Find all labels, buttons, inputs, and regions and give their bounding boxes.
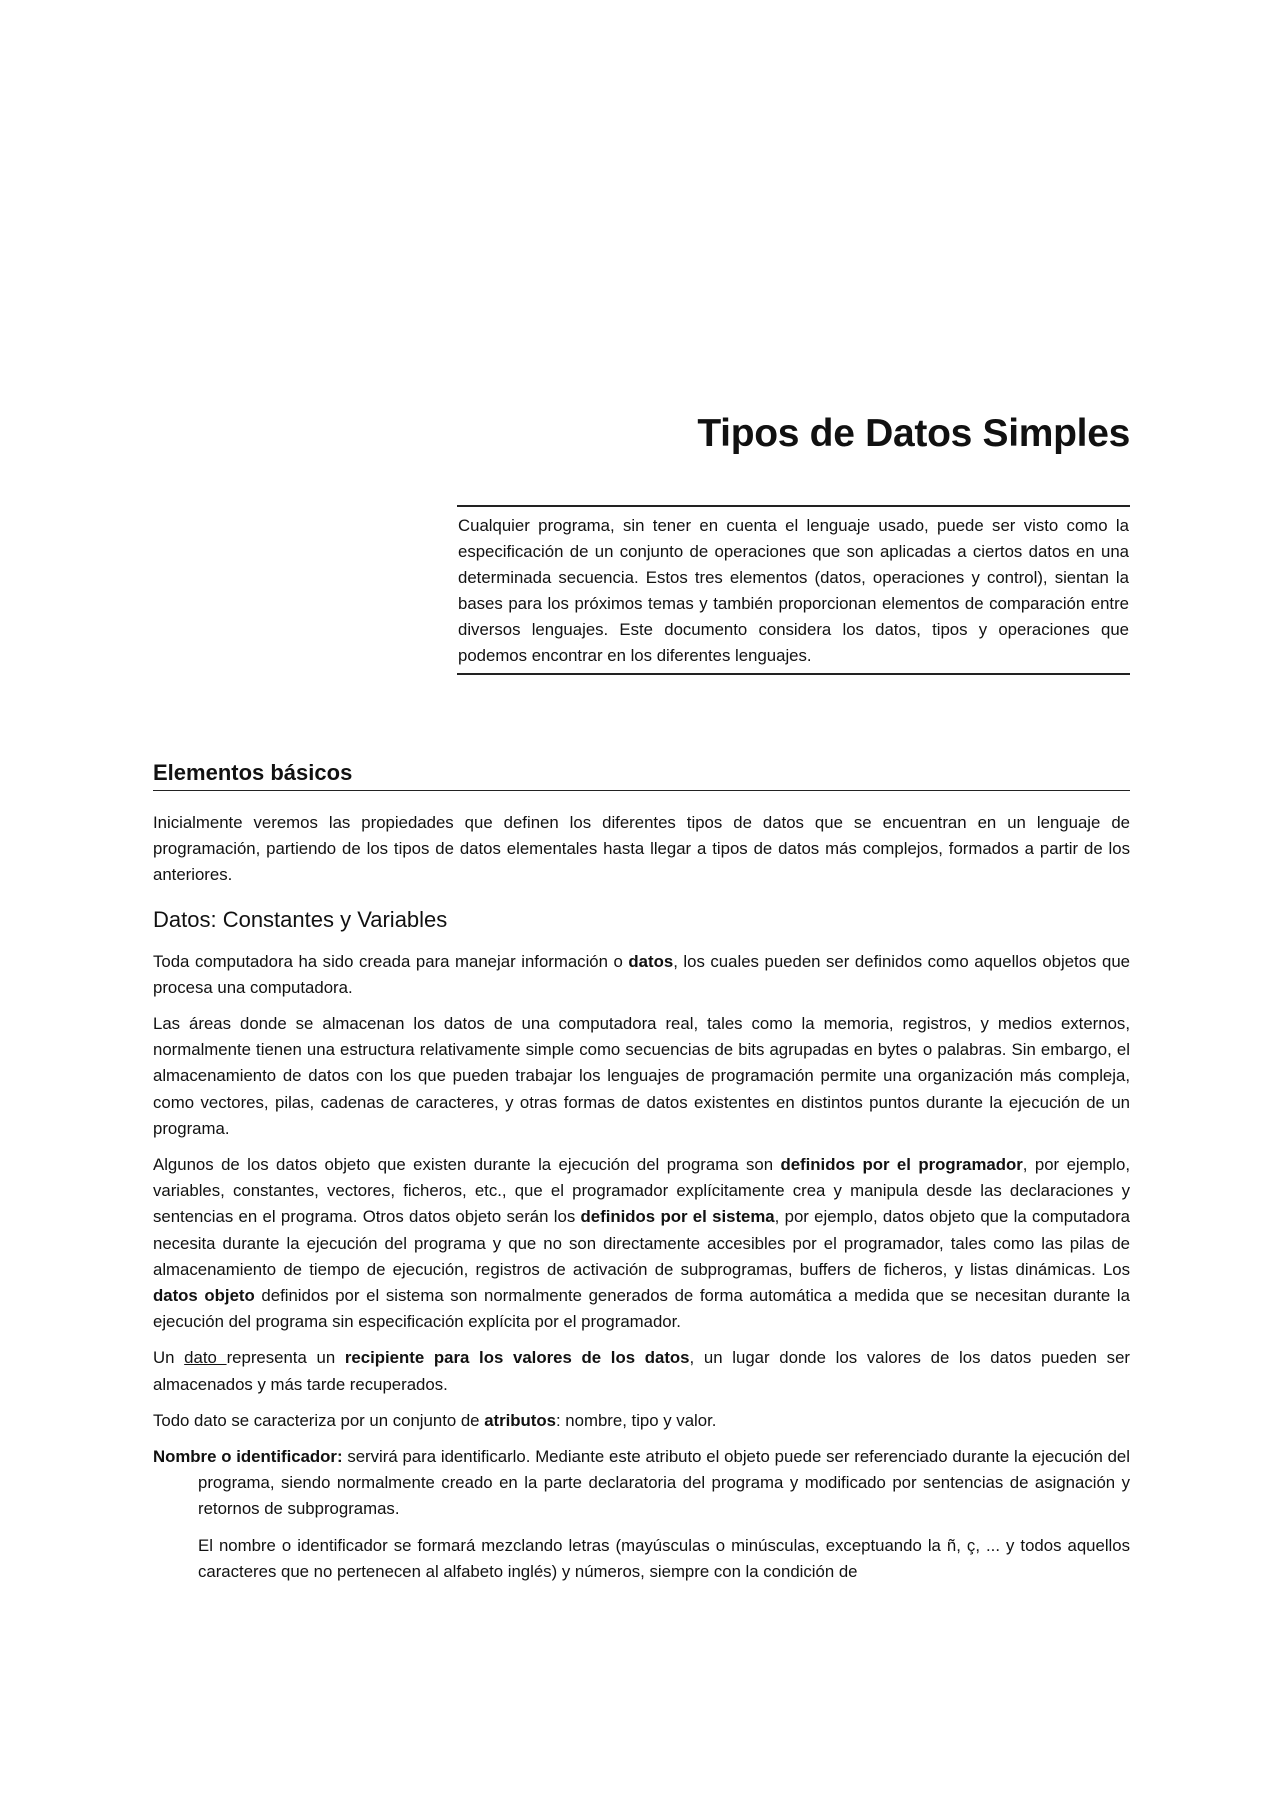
text-run: Toda computadora ha sido creada para manejar información o xyxy=(153,951,629,971)
paragraph-dato xyxy=(153,1345,1130,1397)
paragraph-datos-objeto xyxy=(153,1152,1130,1335)
text-run: , un lugar donde los valores de los datos pueden ser almacenados y más tarde recuperados. xyxy=(153,1348,1130,1394)
subsection-heading: Datos: Constantes y Variables xyxy=(153,906,448,932)
section-body xyxy=(153,810,1130,1595)
paragraph-atributos xyxy=(153,1408,1130,1434)
text-run: Algunos de los datos objeto que existen durante la ejecución del programa son xyxy=(153,1155,781,1175)
text-run: : nombre, tipo y valor. xyxy=(555,1410,717,1430)
text-run: definidos por el sistema son normalmente generados de forma automática a medida que se necesitan durante la ejecución del programa sin especificación explícita por el programador. xyxy=(153,1286,1130,1332)
bold-term: datos objeto xyxy=(153,1286,255,1306)
definition-text: servirá para identificarlo. Mediante este atributo el objeto puede ser referenciado durante la ejecución del programa, siendo normalmente creado en la parte declaratoria del programa y modificado por sentencias de asignación y retornos de subprogramas. xyxy=(198,1447,1130,1519)
definition-nombre xyxy=(153,1444,1130,1523)
bold-term: datos xyxy=(628,951,674,971)
text-run: Todo dato se caracteriza por un conjunto de xyxy=(153,1410,485,1430)
abstract-box: Cualquier programa, sin tener en cuenta el lenguaje usado, puede ser visto como la especificación de un conjunto de operaciones que son aplicadas a ciertos datos en una determinada secuencia. Estos tres elementos (datos, operaciones y control), sientan la bases para los próximos temas y también proporcionan elementos de comparación entre diversos lenguajes. Este documento considera los datos, tipos y operaciones que podemos encontrar en los diferentes lenguajes. xyxy=(457,505,1130,675)
paragraph-areas: Las áreas donde se almacenan los datos de una computadora real, tales como la memoria, registros, y medios externos, normalmente tienen una estructura relativamente simple como secuencias de bits agrupadas en bytes o palabras. Sin embargo, el almacenamiento de datos con los que pueden trabajar los lenguajes de programación permite una organización más compleja, como vectores, pilas, cadenas de caracteres, y otras formas de datos existentes en distintos puntos durante la ejecución de un programa. xyxy=(153,1014,1130,1138)
bold-term: definidos por el sistema xyxy=(580,1207,775,1227)
text-run: Un xyxy=(153,1348,185,1368)
section-heading: Elementos básicos xyxy=(153,760,1130,791)
underlined-term: dato xyxy=(184,1348,227,1368)
bold-term: definidos por el programador xyxy=(780,1155,1023,1175)
text-run: , los cuales pueden ser definidos como aquellos objetos que procesa una computadora. xyxy=(153,951,1130,997)
text-run: , por ejemplo, datos objeto que la computadora necesita durante la ejecución del programa y que no son directamente accesibles por el programador, tales como las pilas de almacenamiento de tiempo de ejecución, registros de activación de subprogramas, buffers de ficheros, y listas dinámicas. Los xyxy=(153,1207,1130,1279)
page-title: Tipos de Datos Simples xyxy=(697,412,1130,455)
paragraph-datos xyxy=(153,949,1130,1001)
text-run: representa un xyxy=(226,1348,345,1368)
bold-term: recipiente para los valores de los datos xyxy=(344,1348,690,1368)
text-run: , por ejemplo, variables, constantes, vectores, ficheros, etc., que el programador explícitamente crea y manipula desde las declaraciones y sentencias en el programa. Otros datos objeto serán los xyxy=(153,1155,1131,1227)
intro-paragraph: Inicialmente veremos las propiedades que definen los diferentes tipos de datos que se encuentran en un lenguaje de programación, partiendo de los tipos de datos elementales hasta llegar a tipos de datos más complejos, formados a partir de los anteriores. xyxy=(153,813,1130,885)
bold-term: atributos xyxy=(484,1410,556,1430)
paragraph-identificador: El nombre o identificador se formará mezclando letras (mayúsculas o minúsculas, exceptuando la ñ, ç, ... y todos aquellos caracteres que no pertenecen al alfabeto inglés) y números, siempre con la condición de xyxy=(198,1535,1130,1581)
definition-term: Nombre o identificador: xyxy=(153,1447,343,1467)
